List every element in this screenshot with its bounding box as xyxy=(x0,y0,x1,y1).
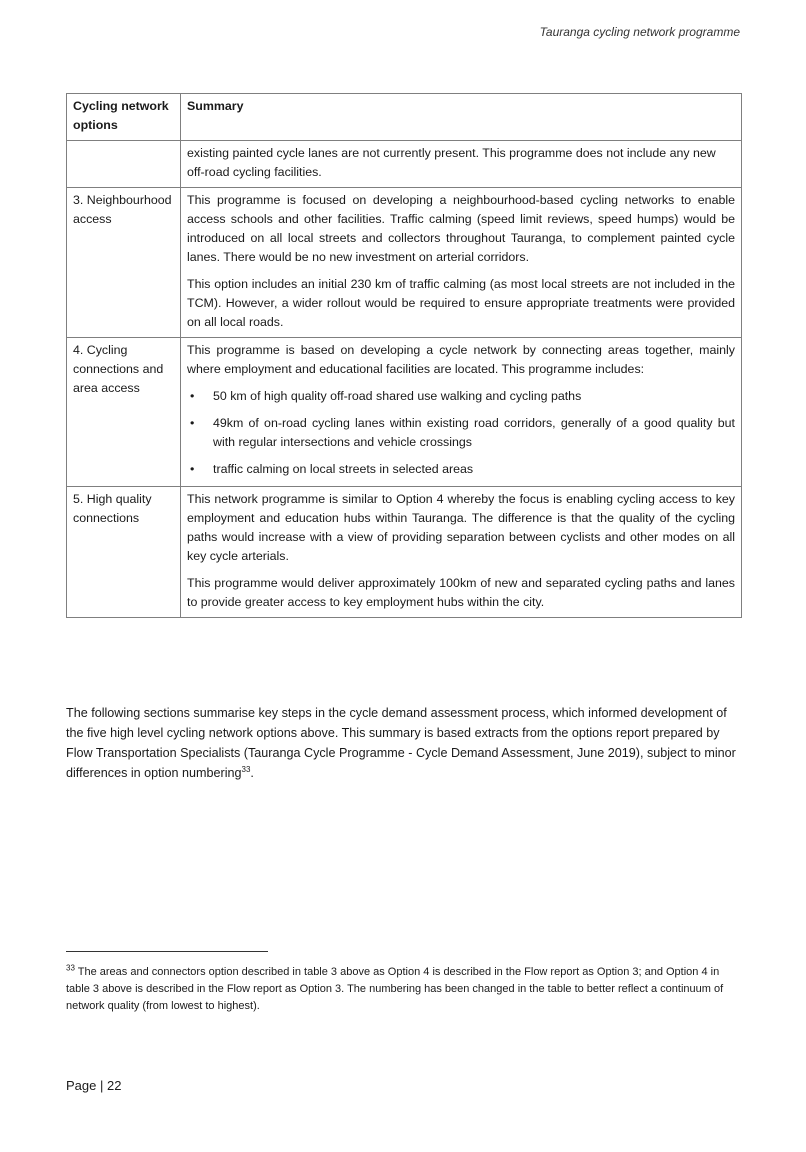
list-item xyxy=(190,387,735,406)
option-cell-empty xyxy=(67,141,181,188)
option-label: 4. Cycling connections and area access xyxy=(67,338,181,487)
body-paragraph-text: The following sections summarise key steps in the cycle demand assessment process, which informed development of the five high level cycling network options above. This summary is based extracts from the options report prepared by Flow Transportation Specialists (Tauranga Cycle Programme - Cycle Demand Assessment, June 2019), subject to minor differences in option numbering xyxy=(66,706,736,780)
summary-paragraph: This programme would deliver approximately 100km of new and separated cycling paths and lanes to provide greater access to key employment hubs within the city. xyxy=(187,576,735,609)
table-row-option-5 xyxy=(67,487,742,618)
footnote-text: The areas and connectors option described in table 3 above as Option 4 is described in the Flow report as Option 3; and Option 4 in table 3 above is described in the Flow report as Option 3. The numbering has been changed in the table to better reflect a continuum of network quality (from lowest to highest). xyxy=(66,966,724,1012)
option-label: 5. High quality connections xyxy=(67,487,181,618)
table-row-option-3 xyxy=(67,188,742,338)
body-paragraph xyxy=(66,703,742,783)
list-item-text: 50 km of high quality off-road shared use walking and cycling paths xyxy=(213,389,582,403)
summary-cell xyxy=(181,338,742,487)
running-header: Tauranga cycling network programme xyxy=(539,25,740,39)
summary-paragraph: This network programme is similar to Option 4 whereby the focus is enabling cycling access to key employment and education hubs within Tauranga. The difference is that the quality of the cycling paths would increase with a view of providing separation between cyclists and other modes on all key cycle arterials. xyxy=(187,492,735,563)
footnote-reference[interactable]: 33 xyxy=(241,764,251,774)
bullet-icon: • xyxy=(190,462,195,476)
summary-paragraph: existing painted cycle lanes are not currently present. This programme does not include any new off-road cycling facilities. xyxy=(187,146,716,179)
footnote xyxy=(66,964,742,1015)
list-item xyxy=(190,460,735,479)
bullet-list xyxy=(187,387,735,479)
column-header-options: Cycling network options xyxy=(67,94,181,141)
table-row-continuation xyxy=(67,141,742,188)
summary-cell xyxy=(181,188,742,338)
footnote-divider xyxy=(66,951,268,952)
page-number: Page | 22 xyxy=(66,1078,122,1093)
body-paragraph-end: . xyxy=(250,766,254,780)
table-row-option-4 xyxy=(67,338,742,487)
footnote-number: 33 xyxy=(66,963,75,973)
list-item-text: traffic calming on local streets in selected areas xyxy=(213,462,474,476)
table-header-row xyxy=(67,94,742,141)
summary-cell xyxy=(181,487,742,618)
bullet-icon: • xyxy=(190,416,195,430)
option-label: 3. Neighbourhood access xyxy=(67,188,181,338)
summary-cell-continuation xyxy=(181,141,742,188)
list-item-text: 49km of on-road cycling lanes within existing road corridors, generally of a good quality but with regular intersections and vehicle crossings xyxy=(213,416,735,449)
summary-paragraph: This programme is focused on developing a neighbourhood-based cycling networks to enable access schools and other facilities. Traffic calming (speed limit reviews, speed humps) would be introduced on all local streets and collectors throughout Tauranga, to complement painted cycle lanes. There would be no new investment on arterial corridors. xyxy=(187,193,735,264)
column-header-summary: Summary xyxy=(181,94,742,141)
cycling-options-table xyxy=(66,93,742,618)
bullet-icon: • xyxy=(190,389,195,403)
list-item xyxy=(190,414,735,452)
summary-paragraph: This option includes an initial 230 km of traffic calming (as most local streets are not included in the TCM). However, a wider rollout would be required to ensure appropriate treatments were provided on all local roads. xyxy=(187,277,735,329)
summary-paragraph: This programme is based on developing a cycle network by connecting areas together, mainly where employment and educational facilities are located. This programme includes: xyxy=(187,343,735,376)
